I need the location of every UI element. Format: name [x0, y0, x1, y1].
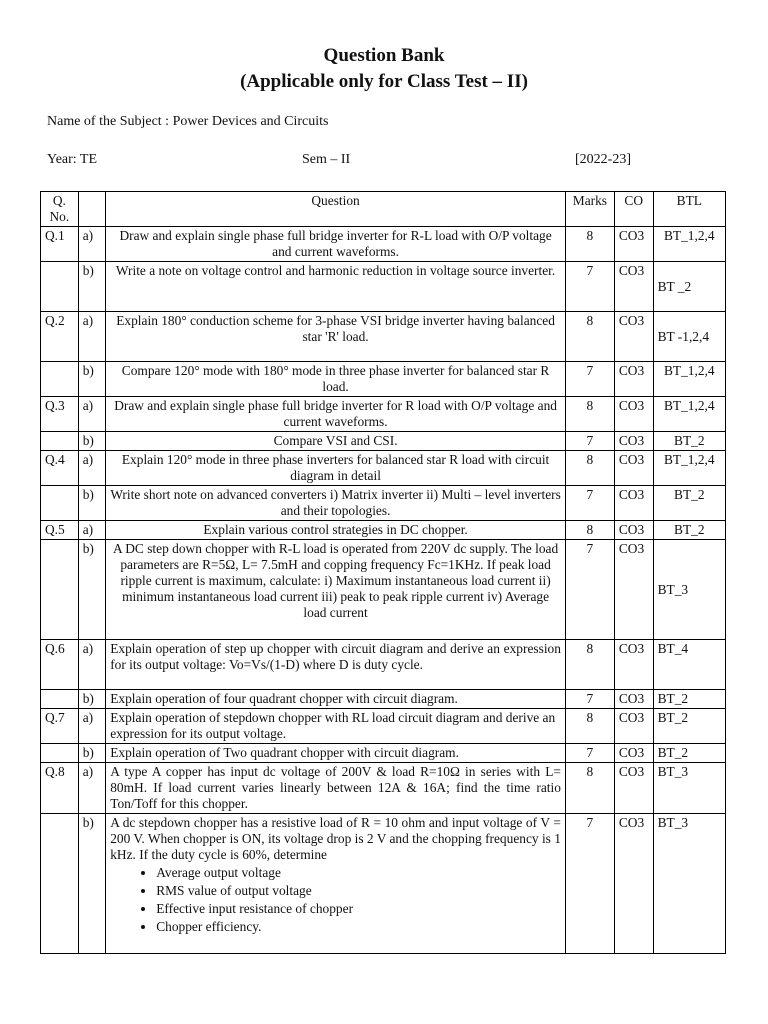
question-number: [41, 814, 79, 954]
marks: 7: [565, 432, 614, 451]
table-row: [41, 262, 726, 312]
bloom-level: BT_1,2,4: [653, 451, 725, 486]
list-item: • Chopper efficiency.: [156, 918, 561, 936]
course-outcome: CO3: [614, 763, 653, 814]
table-row: [41, 690, 726, 709]
course-outcome: CO3: [614, 744, 653, 763]
header-qno: Q. No.: [41, 192, 79, 227]
semester-label: Sem – II: [302, 152, 351, 167]
course-outcome: CO3: [614, 227, 653, 262]
table-row: [41, 227, 726, 262]
question-text: A dc stepdown chopper has a resistive load of R = 10 ohm and input voltage of V = 200 V. When chopper is ON, its voltage drop is 2 V and the chopping frequency is 1 kHz. If the duty cycle is 60%, determine: [110, 815, 561, 862]
table-row: [41, 540, 726, 640]
table-row: [41, 640, 726, 690]
sub-question: b): [78, 690, 106, 709]
question-text: Explain operation of four quadrant chopper with circuit diagram.: [106, 690, 566, 709]
table-row: [41, 744, 726, 763]
course-outcome: CO3: [614, 709, 653, 744]
question-number: Q.7: [41, 709, 79, 744]
marks: 8: [565, 763, 614, 814]
course-outcome: CO3: [614, 690, 653, 709]
list-item: • Effective input resistance of chopper: [156, 900, 561, 918]
course-outcome: CO3: [614, 262, 653, 312]
list-item: • Average output voltage: [156, 864, 561, 882]
marks: 7: [565, 262, 614, 312]
course-outcome: CO3: [614, 521, 653, 540]
bloom-level: BT_1,2,4: [653, 397, 725, 432]
question-text: A DC step down chopper with R-L load is operated from 220V dc supply. The load parameters are R=5Ω, L= 7.5mH and copping frequency Fc=1KHz. If peak load ripple current is maximum, calculate: i) Maximum instantaneous load current ii) minimum instantaneous load current iii) peak to peak ripple current iv) Average load current: [106, 540, 566, 640]
marks: 8: [565, 397, 614, 432]
marks: 7: [565, 814, 614, 954]
question-text: A type A copper has input dc voltage of 200V & load R=10Ω in series with L= 80mH. If load current varies linearly between 12A & 16A; find the time ratio Ton/Toff for this chopper.: [106, 763, 566, 814]
course-outcome: CO3: [614, 814, 653, 954]
bloom-level: BT_2: [653, 432, 725, 451]
question-table: [40, 191, 726, 954]
marks: 8: [565, 451, 614, 486]
marks: 8: [565, 640, 614, 690]
list-item: • RMS value of output voltage: [156, 882, 561, 900]
course-outcome: CO3: [614, 486, 653, 521]
bloom-level: BT_2: [653, 521, 725, 540]
question-text: Write short note on advanced converters i) Matrix inverter ii) Multi – level inverters and their topologies.: [106, 486, 566, 521]
question-text: Explain 180° conduction scheme for 3-phase VSI bridge inverter having balanced star 'R' load.: [106, 312, 566, 362]
sub-question: b): [78, 540, 106, 640]
question-number: [41, 262, 79, 312]
sub-question: a): [78, 763, 106, 814]
marks: 8: [565, 227, 614, 262]
table-row: [41, 709, 726, 744]
question-number: Q.6: [41, 640, 79, 690]
table-row: [41, 486, 726, 521]
course-outcome: CO3: [614, 640, 653, 690]
academic-year-label: [2022-23]: [575, 152, 631, 167]
header-co: CO: [614, 192, 653, 227]
bloom-level: BT -1,2,4: [653, 312, 725, 362]
course-outcome: CO3: [614, 432, 653, 451]
bloom-level: BT_3: [653, 763, 725, 814]
bloom-level: BT_2: [653, 690, 725, 709]
course-outcome: CO3: [614, 312, 653, 362]
bloom-level: BT_1,2,4: [653, 227, 725, 262]
question-number: Q.5: [41, 521, 79, 540]
question-number: Q.8: [41, 763, 79, 814]
question-text: Compare 120° mode with 180° mode in three phase inverter for balanced star R load.: [106, 362, 566, 397]
course-outcome: CO3: [614, 362, 653, 397]
header-question: Question: [106, 192, 566, 227]
subject-line: Name of the Subject : Power Devices and Circuits: [47, 114, 329, 129]
year-label: Year: TE: [47, 152, 98, 167]
question-number: [41, 362, 79, 397]
question-text: Explain operation of stepdown chopper with RL load circuit diagram and derive an expression for its output voltage.: [106, 709, 566, 744]
bloom-level: BT_1,2,4: [653, 362, 725, 397]
question-text: Explain 120° mode in three phase inverters for balanced star R load with circuit diagram in detail: [106, 451, 566, 486]
marks: 7: [565, 744, 614, 763]
question-text: Explain operation of Two quadrant chopper with circuit diagram.: [106, 744, 566, 763]
sub-question: a): [78, 521, 106, 540]
question-number: Q.2: [41, 312, 79, 362]
question-number: [41, 540, 79, 640]
course-outcome: CO3: [614, 540, 653, 640]
bloom-level: BT_2: [653, 486, 725, 521]
sub-question: a): [78, 312, 106, 362]
bloom-level: BT_3: [653, 540, 725, 640]
header-marks: Marks: [565, 192, 614, 227]
question-text: Draw and explain single phase full bridge inverter for R-L load with O/P voltage and current waveforms.: [106, 227, 566, 262]
table-row: [41, 362, 726, 397]
sub-question: b): [78, 362, 106, 397]
table-row: [41, 312, 726, 362]
bloom-level: BT _2: [653, 262, 725, 312]
sub-question: b): [78, 486, 106, 521]
sub-question: b): [78, 814, 106, 954]
sub-question: b): [78, 262, 106, 312]
question-text: Compare VSI and CSI.: [106, 432, 566, 451]
marks: 7: [565, 690, 614, 709]
question-cell: [106, 814, 566, 954]
table-row: [41, 521, 726, 540]
sub-question: a): [78, 709, 106, 744]
course-outcome: CO3: [614, 451, 653, 486]
table-row: [41, 814, 726, 954]
sub-question: b): [78, 432, 106, 451]
bullet-list: [110, 864, 561, 936]
question-number: [41, 690, 79, 709]
marks: 7: [565, 540, 614, 640]
header-btl: BTL: [653, 192, 725, 227]
course-outcome: CO3: [614, 397, 653, 432]
question-number: Q.1: [41, 227, 79, 262]
bloom-level: BT_4: [653, 640, 725, 690]
page-subtitle: (Applicable only for Class Test – II): [240, 71, 528, 92]
question-text: Draw and explain single phase full bridge inverter for R load with O/P voltage and current waveforms.: [106, 397, 566, 432]
table-row: [41, 763, 726, 814]
sub-question: a): [78, 451, 106, 486]
question-number: Q.3: [41, 397, 79, 432]
bloom-level: BT_3: [653, 814, 725, 954]
table-row: [41, 451, 726, 486]
sub-question: b): [78, 744, 106, 763]
bloom-level: BT_2: [653, 709, 725, 744]
header-sub: [78, 192, 106, 227]
page-title: Question Bank: [323, 45, 445, 66]
marks: 8: [565, 312, 614, 362]
question-number: [41, 486, 79, 521]
sub-question: a): [78, 227, 106, 262]
question-number: [41, 744, 79, 763]
marks: 7: [565, 362, 614, 397]
marks: 8: [565, 521, 614, 540]
marks: 8: [565, 709, 614, 744]
sub-question: a): [78, 397, 106, 432]
marks: 7: [565, 486, 614, 521]
question-number: [41, 432, 79, 451]
table-header-row: [41, 192, 726, 227]
table-row: [41, 432, 726, 451]
sub-question: a): [78, 640, 106, 690]
question-number: Q.4: [41, 451, 79, 486]
question-text: Explain operation of step up chopper with circuit diagram and derive an expression for its output voltage: Vo=Vs/(1-D) where D is duty cycle.: [106, 640, 566, 690]
question-text: Write a note on voltage control and harmonic reduction in voltage source inverter.: [106, 262, 566, 312]
table-row: [41, 397, 726, 432]
question-text: Explain various control strategies in DC chopper.: [106, 521, 566, 540]
bloom-level: BT_2: [653, 744, 725, 763]
